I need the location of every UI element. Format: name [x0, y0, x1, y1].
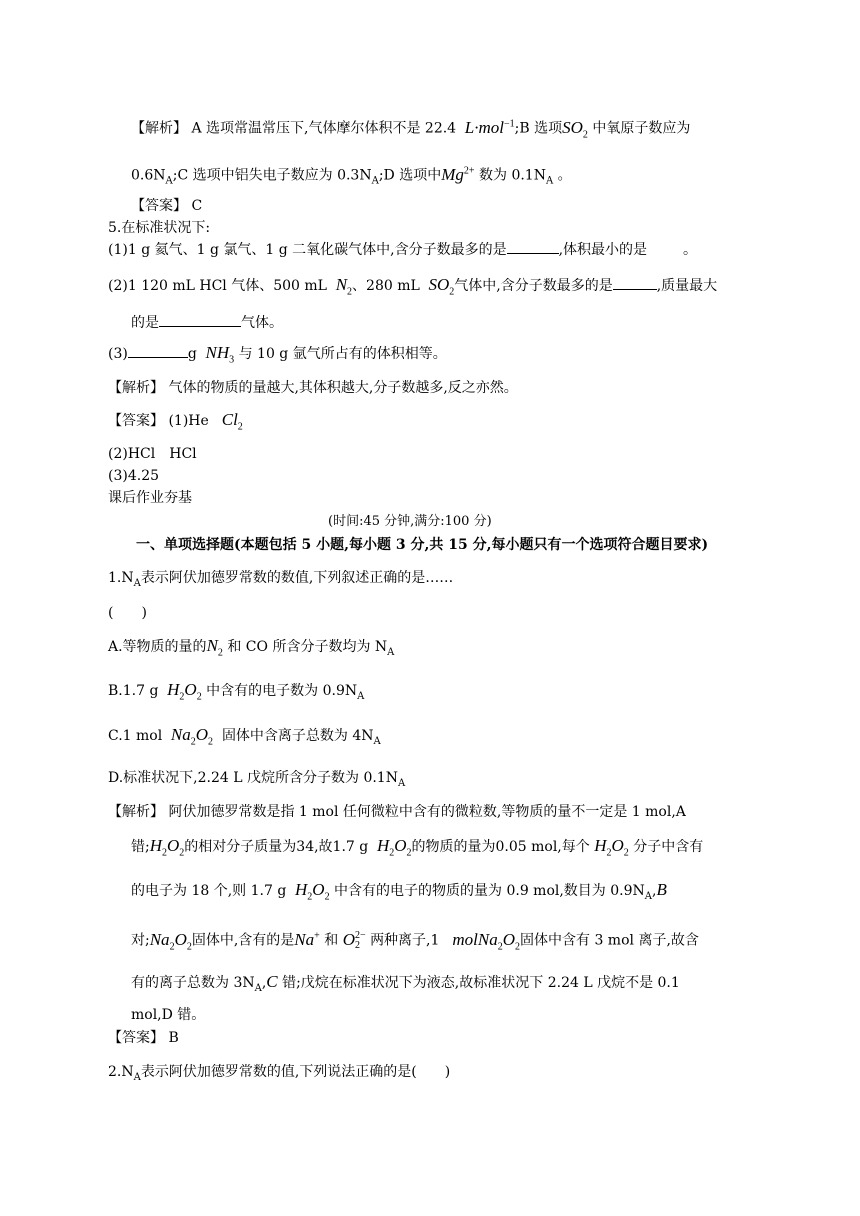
- formula: $N_2$: [206, 636, 223, 659]
- answer-tag: 【答案】: [131, 198, 187, 214]
- q4-analysis-line-1: [131, 114, 690, 145]
- formula: $H_2O_2$: [295, 880, 330, 903]
- q1-stem: $1.N_A$表示阿伏加德罗常数的数值,下列叙述正确的是……: [108, 570, 454, 589]
- answer-blank[interactable]: [613, 275, 657, 290]
- analysis-tag: 【解析】: [108, 804, 164, 820]
- q5-answer-2: (2)HCl HCl: [108, 446, 197, 462]
- q4-analysis-line-2: [131, 161, 572, 191]
- q1-paren: ( ): [108, 605, 147, 621]
- q1-analysis-line-3: 的电子为 18 个,则 1.7 g $H_2O_2$ 中含有的电子的物质的量为 0.9 mol,数目为 $0.9N_A,B$: [131, 880, 667, 903]
- answer-blank[interactable]: [507, 239, 559, 254]
- formula: $SO_2$: [562, 117, 588, 141]
- formula: $molNa_2O_2$: [452, 929, 520, 953]
- text: 数为 0.1N: [479, 167, 546, 184]
- q5-answer-1: [108, 410, 243, 437]
- q5-stem: 5.在标准状况下:: [108, 220, 211, 236]
- text: ;B 选项: [514, 120, 563, 137]
- q1-answer: [108, 1028, 179, 1048]
- formula: $H_2O_2$: [167, 680, 202, 703]
- q4-answer: [131, 196, 202, 216]
- formula: $Na_2O_2$: [149, 929, 192, 953]
- formula: $H_2O_2$: [149, 836, 185, 859]
- answer-tag: 【答案】: [108, 1030, 164, 1046]
- q2-stem: $2.N_A$表示阿伏加德罗常数的值,下列说法正确的是( ): [108, 1064, 451, 1083]
- q5-part-1: (1)1 g 氦气、1 g 氯气、1 g 二氧化碳气体中,含分子数最多的是 ,体积最小的是 。: [108, 239, 697, 260]
- answer-blank[interactable]: [128, 343, 188, 358]
- formula: $H_2O_2$: [594, 836, 629, 859]
- q1-option-b: B.1.7 g $H_2O_2$ 中含有的电子数为 $0.9N_A$: [108, 680, 365, 703]
- formula: O 2− 2: [342, 929, 366, 951]
- q5-part-2-cont: 的是 气体。: [131, 312, 283, 333]
- formula: $H_2O_2$: [376, 836, 412, 859]
- q5-part-3: (3) g $NH_3$ 与 10 g 氩气所占有的体积相等。: [108, 343, 447, 366]
- q1-analysis-line-5: 有的离子总数为 $3N_A,C$ 错;戊烷在标准状况下为液态,故标准状况下 2.24 L 戊烷不是 0.1: [131, 972, 680, 994]
- answer-blank[interactable]: [159, 312, 241, 327]
- q5-part-2: (2)1 120 mL HCl 气体、500 mL $N_2$、280 mL $SO_2$气体中,含分子数最多的是 ,质量最大: [108, 275, 718, 298]
- formula: $Mg^{2+}$: [441, 164, 475, 184]
- q1-analysis-line-2: 错$;H_2O_2$的相对分子质量为34,故1.7 g $H_2O_2$的物质的量为0.05 mol,每个 $H_2O_2$ 分子中含有: [131, 836, 704, 859]
- text: 0.6N: [131, 167, 166, 184]
- text: 。: [557, 167, 572, 184]
- text: 中氧原子数应为: [592, 120, 691, 137]
- text: A 选项常温常压下,气体摩尔体积不是 22.4: [191, 120, 457, 137]
- text: ;D 选项中: [378, 167, 442, 184]
- analysis-tag: 【解析】: [108, 380, 164, 396]
- analysis-tag: 【解析】: [131, 120, 187, 137]
- formula: L·mol$^{-1}$: [464, 117, 515, 137]
- formula: $Cl_2$: [221, 410, 243, 433]
- answer-value: C: [191, 198, 203, 214]
- answer-value: B: [168, 1030, 179, 1046]
- formula: $N_2$: [335, 275, 353, 298]
- sub: A: [165, 175, 173, 187]
- q1-option-d: D.标准状况下,2.24 L 戊烷所含分子数为 $0.1N_A$: [108, 770, 406, 789]
- text: ;C 选项中铝失电子数应为 0.3N: [172, 167, 372, 184]
- q1-analysis-line-6: mol,D 错。: [131, 1007, 206, 1023]
- formula: Na+: [294, 929, 320, 949]
- formula: $NH_3$: [205, 343, 235, 366]
- q1-analysis-line-1: 【解析】 阿伏加德罗常数是指 1 mol 任何微粒中含有的微粒数,等物质的量不一定是 1 mol,A: [108, 804, 686, 820]
- sub: A: [371, 175, 379, 187]
- sub: A: [545, 175, 554, 187]
- text: (1)He: [168, 413, 209, 429]
- q5-analysis: [108, 378, 518, 398]
- q1-analysis-line-4: 对$;Na_2O_2$固体中,含有的是Na+ 和 O 2− 2 两种离子,1 $molNa_2O_2$固体中含有 3 mol 离子,故含: [131, 929, 699, 953]
- part-one-heading: 一、单项选择题(本题包括 5 小题,每小题 3 分,共 15 分,每小题只有一个选项符合题目要求): [136, 537, 709, 553]
- section-title: 课后作业夯基: [108, 490, 192, 506]
- q1-option-a: A.等物质的量的$N_2$ 和 CO 所含分子数均为 $N_A$: [108, 636, 395, 659]
- formula: $Na_2O_2$: [170, 725, 214, 748]
- text: 气体的物质的量越大,其体积越大,分子数越多,反之亦然。: [168, 380, 518, 396]
- q5-answer-3: (3)4.25: [108, 468, 160, 484]
- answer-tag: 【答案】: [108, 413, 164, 429]
- formula: $SO_2$: [428, 275, 455, 298]
- q1-option-c: C.1 mol $Na_2O_2$ 固体中含离子总数为 $4N_A$: [108, 725, 381, 748]
- time-note: (时间:45 分钟,满分:100 分): [328, 514, 492, 529]
